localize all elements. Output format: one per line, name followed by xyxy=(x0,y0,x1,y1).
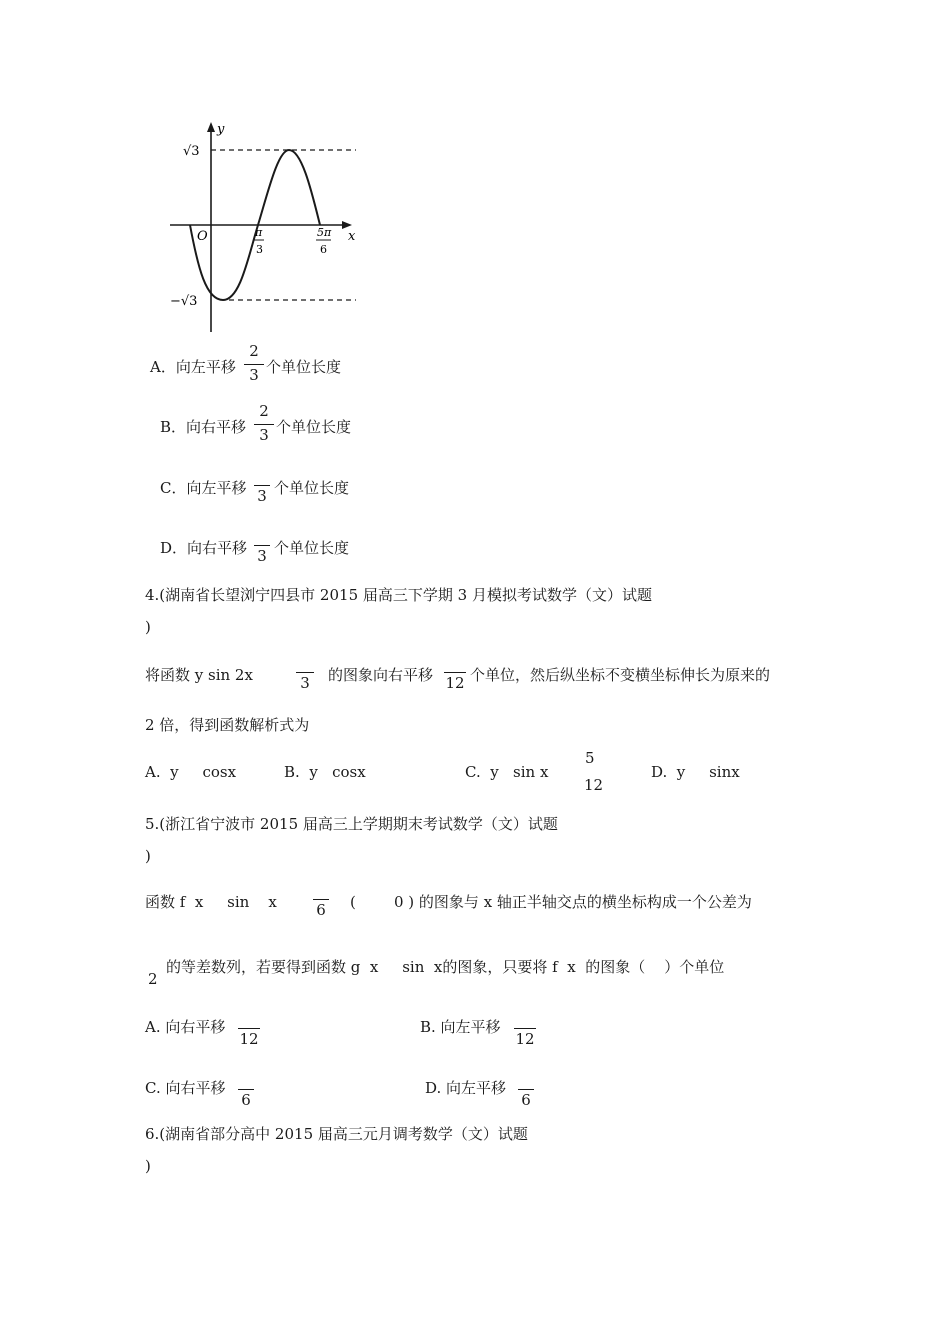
fraction-bar xyxy=(238,1028,260,1029)
q3-option-b-fraction xyxy=(254,404,274,443)
fraction-bar xyxy=(313,899,329,900)
q5-option-d: D. 向左平移 xyxy=(425,1079,507,1097)
origin-label: O xyxy=(197,229,208,244)
y-min-label: −√3 xyxy=(170,294,198,309)
fraction-numerator: 2 xyxy=(249,342,259,360)
q3-option-c-suffix: 个单位长度 xyxy=(274,479,350,497)
q4-option-b: B. y cosx xyxy=(284,763,366,781)
x-axis-label: x xyxy=(348,229,356,244)
q3-option-b-suffix: 个单位长度 xyxy=(276,418,352,436)
q4-stem-shift-text: 的图象向右平移 xyxy=(328,666,434,684)
q3-option-d-text: D．向右平移 xyxy=(160,539,248,557)
y-axis-arrow xyxy=(207,122,215,132)
q5-option-d-fraction xyxy=(518,1069,534,1108)
q3-option-a-fraction xyxy=(244,344,264,383)
fraction-numerator xyxy=(514,1008,536,1026)
fraction-bar xyxy=(296,672,314,673)
q4-option-c-den: 12 xyxy=(584,776,604,794)
fraction-denominator: 3 xyxy=(300,674,310,692)
q4-header: 4.(湖南省长望浏宁四县市 2015 届高三下学期 3 月模拟考试数学（文）试题 xyxy=(145,586,652,604)
q4-header-close: ) xyxy=(145,618,151,636)
q3-option-c-text: C．向左平移 xyxy=(160,479,247,497)
fraction-numerator: 2 xyxy=(259,402,269,420)
fraction-bar xyxy=(244,364,264,365)
q5-option-b: B. 向左平移 xyxy=(420,1018,501,1036)
x-axis-arrow xyxy=(342,221,352,229)
fraction-bar xyxy=(444,672,466,673)
fraction-denominator: 3 xyxy=(249,366,259,384)
fraction-numerator xyxy=(238,1008,260,1026)
q5-option-a-fraction xyxy=(238,1008,260,1047)
x-tick2-den: 6 xyxy=(320,243,327,256)
q4-stem-function: 将函数 y sin 2x xyxy=(145,666,253,684)
fraction-denominator: 3 xyxy=(259,426,269,444)
q5-option-c: C. 向右平移 xyxy=(145,1079,226,1097)
q5-option-c-fraction xyxy=(238,1069,254,1108)
q3-option-b-text: B．向右平移 xyxy=(160,418,247,436)
q3-option-d-fraction xyxy=(254,525,270,564)
fraction-bar xyxy=(254,545,270,546)
q4-option-a: A. y cosx xyxy=(145,763,237,781)
fraction-numerator xyxy=(313,879,329,897)
fraction-numerator xyxy=(444,652,466,670)
y-max-label: √3 xyxy=(183,144,200,159)
q5-option-a: A. 向右平移 xyxy=(145,1018,226,1036)
fraction-numerator xyxy=(518,1069,534,1087)
fraction-denominator: 3 xyxy=(257,547,267,565)
x-tick1-den: 3 xyxy=(256,243,263,256)
q5-stem-line2-den: 2 xyxy=(148,970,158,988)
q3-option-d-suffix: 个单位长度 xyxy=(274,539,350,557)
q4-option-d: D. y sinx xyxy=(651,763,740,781)
q5-stem-function: 函数 f x sin x xyxy=(145,893,277,911)
fraction-denominator: 12 xyxy=(445,674,465,692)
q4-option-c-num: 5 xyxy=(585,749,595,767)
y-axis-label: y xyxy=(217,122,225,137)
x-tick1-num: π xyxy=(255,226,263,239)
q5-option-b-fraction xyxy=(514,1008,536,1047)
fraction-numerator xyxy=(254,525,270,543)
q3-option-c-fraction xyxy=(254,465,270,504)
fraction-denominator: 12 xyxy=(515,1030,535,1048)
fraction-bar xyxy=(518,1089,534,1090)
fraction-bar xyxy=(238,1089,254,1090)
q6-header-close: ) xyxy=(145,1157,151,1175)
q4-stem-fraction-2 xyxy=(444,652,466,691)
fraction-numerator xyxy=(296,652,314,670)
fraction-denominator: 6 xyxy=(316,901,326,919)
fraction-denominator: 6 xyxy=(241,1091,251,1109)
q4-stem-fraction-1 xyxy=(296,652,314,691)
q5-stem-fraction xyxy=(313,879,329,918)
fraction-bar xyxy=(254,424,274,425)
fraction-bar xyxy=(514,1028,536,1029)
q5-stem-line2: 的等差数列，若要得到函数 g x sin x的图象，只要将 f x 的图象（ ）个单位 xyxy=(166,958,725,976)
q6-header: 6.(湖南省部分高中 2015 届高三元月调考数学（文）试题 xyxy=(145,1125,528,1143)
q5-header-close: ) xyxy=(145,847,151,865)
q4-stem-rest: 个单位，然后纵坐标不变横坐标伸长为原来的 xyxy=(470,666,771,684)
fraction-denominator: 6 xyxy=(521,1091,531,1109)
fraction-numerator xyxy=(254,465,270,483)
q5-header: 5.(浙江省宁波市 2015 届高三上学期期末考试数学（文）试题 xyxy=(145,815,558,833)
fraction-bar xyxy=(254,485,270,486)
fraction-numerator xyxy=(238,1069,254,1087)
q3-option-a-suffix: 个单位长度 xyxy=(266,358,342,376)
q4-stem-line2: 2 倍，得到函数解析式为 xyxy=(145,716,310,734)
q4-option-c: C. y sin x xyxy=(465,763,549,781)
sine-graph xyxy=(160,118,370,340)
q3-option-a-text: A．向左平移 xyxy=(150,358,236,376)
q5-stem-rest: ( 0 ) 的图象与 x 轴正半轴交点的横坐标构成一个公差为 xyxy=(350,893,752,911)
x-tick2-num: 5π xyxy=(317,226,332,239)
fraction-denominator: 12 xyxy=(239,1030,259,1048)
fraction-denominator: 3 xyxy=(257,487,267,505)
